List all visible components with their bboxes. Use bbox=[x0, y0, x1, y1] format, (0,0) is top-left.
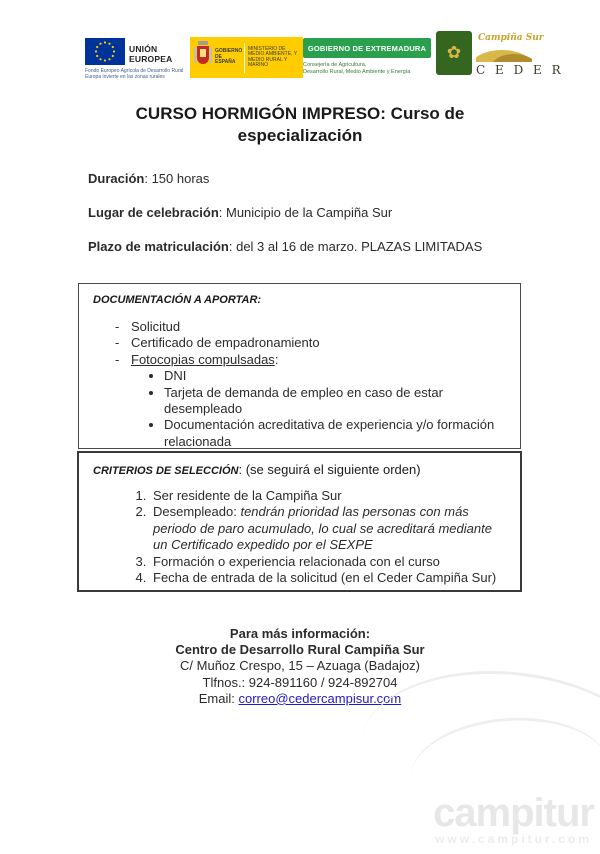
ceder-hills-icon bbox=[476, 44, 532, 62]
info-enrollment-label: Plazo de matriculación bbox=[88, 239, 229, 254]
spain-ministry-label: MINISTERIO DE MEDIO AMBIENTE, Y MEDIO RURAL Y MARINO bbox=[248, 45, 297, 68]
eu-subtitle-line1: Fondo Europeo Agrícola de Desarrollo Rural bbox=[85, 68, 184, 74]
list-item bbox=[150, 504, 506, 553]
info-duration bbox=[88, 171, 528, 186]
list-item: - Certificado de empadronamiento bbox=[131, 335, 506, 351]
underlined-item: Fotocopias compulsadas bbox=[131, 351, 275, 367]
list-item bbox=[131, 352, 506, 450]
criteria-item2-lead: Desempleado: bbox=[153, 504, 241, 520]
spain-coat-of-arms-icon bbox=[193, 39, 213, 76]
ceder-emblem-icon: ✿ bbox=[436, 31, 472, 75]
extremadura-sub-line2: Desarrollo Rural, Medio Ambiente y Energía bbox=[303, 69, 411, 75]
info-location-value: : Municipio de la Campiña Sur bbox=[218, 205, 393, 220]
footer-email-row bbox=[0, 691, 600, 707]
extremadura-sub-line1: Consejería de Agricultura, bbox=[303, 62, 367, 68]
list-item: • Tarjeta de demanda de empleo en caso de estar desempleado bbox=[164, 385, 506, 418]
footer-center-name: Centro de Desarrollo Rural Campiña Sur bbox=[175, 642, 425, 658]
page-title: CURSO HORMIGÓN IMPRESO: Curso de especialización bbox=[135, 104, 465, 145]
criteria-heading-main: CRITERIOS DE SELECCIÓN bbox=[93, 465, 239, 477]
list-item: • Documentación acreditativa de experiencia y/o formación relacionada bbox=[164, 417, 506, 450]
list-item: 3. Formación o experiencia relacionada con el curso bbox=[150, 554, 506, 570]
footer-email-label: Email: bbox=[198, 690, 239, 706]
header-logos bbox=[0, 0, 600, 100]
info-location bbox=[88, 205, 528, 220]
eu-flag-icon bbox=[85, 38, 125, 65]
footer-address: C/ Muñoz Crespo, 15 – Azuaga (Badajoz) bbox=[180, 658, 420, 674]
criteria-item2-detail: tendrán prioridad las personas con más periodo de paro acumulado, lo cual se acreditará mediante un Certificado expedido por el SEXPE bbox=[153, 504, 492, 553]
criteria-list bbox=[93, 488, 506, 586]
email-link[interactable]: correo@cedercampisur.com bbox=[238, 690, 402, 706]
footer-phones: Tlfnos.: 924-891160 / 924-892704 bbox=[202, 674, 398, 690]
documentation-box bbox=[78, 283, 521, 449]
extremadura-logo bbox=[303, 38, 431, 76]
spain-government-label: GOBIERNO DE ESPAÑA bbox=[215, 48, 243, 66]
contact-footer bbox=[0, 626, 600, 707]
watermark-url: www.campitur.com bbox=[435, 832, 592, 846]
info-enrollment-period bbox=[88, 239, 528, 254]
list-item: 4. Fecha de entrada de la solicitud (en el Ceder Campiña Sur) bbox=[150, 570, 506, 586]
list-item: • DNI bbox=[164, 368, 506, 384]
watermark-swoosh-icon bbox=[406, 711, 600, 835]
criteria-heading bbox=[93, 462, 506, 477]
info-duration-label: Duración bbox=[88, 171, 145, 186]
footer-more-info: Para más información: bbox=[229, 626, 371, 641]
criteria-heading-suffix: : (se seguirá el siguiente orden) bbox=[238, 462, 421, 477]
info-location-label: Lugar de celebración bbox=[88, 205, 219, 220]
info-duration-value: : 150 horas bbox=[144, 171, 210, 186]
eu-subtitle-line2: Europa invierte en las zonas rurales bbox=[85, 74, 165, 80]
ceder-logo bbox=[436, 31, 564, 77]
underlined-item-suffix: : bbox=[274, 351, 279, 367]
campitur-watermark bbox=[340, 764, 600, 854]
course-info bbox=[88, 171, 528, 273]
list-item: 1. Ser residente de la Campiña Sur bbox=[150, 488, 506, 504]
criteria-box bbox=[77, 451, 522, 592]
ceder-name-label: C E D E R bbox=[476, 63, 564, 77]
eu-title: UNIÓN EUROPEA bbox=[129, 44, 173, 64]
watermark-word: campitur bbox=[433, 791, 594, 835]
list-item: - Solicitud bbox=[131, 319, 506, 335]
eu-logo bbox=[85, 38, 190, 80]
photocopies-sublist bbox=[131, 368, 506, 450]
spain-government-logo bbox=[190, 37, 303, 78]
extremadura-banner: GOBIERNO DE EXTREMADURA bbox=[303, 38, 431, 58]
info-enrollment-value: : del 3 al 16 de marzo. PLAZAS LIMITADAS bbox=[228, 239, 483, 254]
documentation-list bbox=[93, 319, 506, 450]
documentation-heading: DOCUMENTACIÓN A APORTAR: bbox=[93, 294, 262, 306]
spain-logo-divider bbox=[244, 43, 245, 73]
ceder-script-label: Campiña Sur bbox=[478, 33, 544, 43]
